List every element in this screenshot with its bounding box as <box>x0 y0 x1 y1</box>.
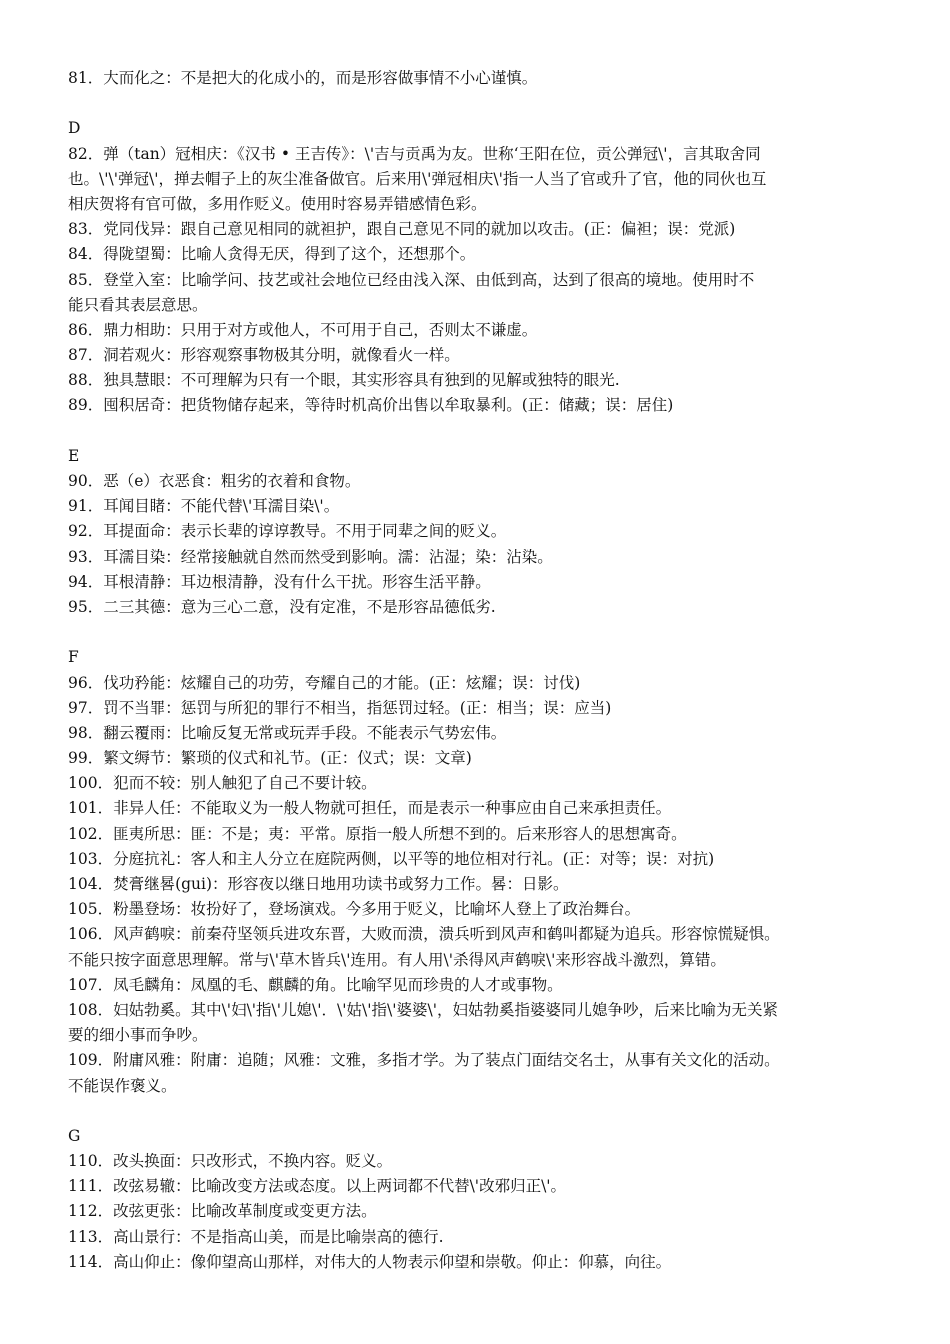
entry-line: 104．焚膏继晷(gui)：形容夜以继日地用功读书或努力工作。晷：日影。 <box>68 875 569 893</box>
entry-line: 89．囤积居奇：把货物储存起来，等待时机高价出售以牟取暴利。(正：储藏；误：居住) <box>68 396 674 415</box>
entry-line: 能只看其表层意思。 <box>68 295 208 314</box>
entry-line: 102．匪夷所思：匪：不是；夷：平常。原指一般人所想不到的。后来形容人的思想寓奇。 <box>68 824 687 843</box>
section-e <box>68 444 886 620</box>
section-d <box>68 116 886 418</box>
entry-line: 114．高山仰止：像仰望高山那样，对伟大的人物表示仰望和崇敬。仰止：仰慕，向往。 <box>68 1252 672 1271</box>
entry-line: 100．犯而不较：别人触犯了自己不要计较。 <box>68 774 377 793</box>
entry-line: 相庆贺将有官可做，多用作贬义。使用时容易弄错感情色彩。 <box>68 194 487 213</box>
entry-line: 99．繁文缛节：繁琐的仪式和礼节。(正：仪式；误：文章) <box>68 749 472 768</box>
document-page <box>68 66 886 1275</box>
entry-line: 108．妇姑勃奚。其中\'妇\'指\'儿媳\'．\'姑\'指\'婆婆\'，妇姑勃奚指婆婆同儿媳争吵，后来比喻为无关紧 <box>68 1000 778 1019</box>
section-f <box>68 645 886 1098</box>
section-g <box>68 1124 886 1275</box>
entry-line: 90．恶（e）衣恶食：粗劣的衣着和食物。 <box>68 472 361 490</box>
entry-line: 109．附庸风雅：附庸：追随；风雅：文雅，多指才学。为了装点门面结交名士，从事有关文化的活动。 <box>68 1051 780 1070</box>
section-letter-heading: G <box>68 1126 81 1145</box>
entry-line: 95．二三其德：意为三心二意，没有定准，不是形容品德低劣. <box>68 597 496 616</box>
entry-line: 86．鼎力相助：只用于对方或他人，不可用于自己，否则太不谦虚。 <box>68 320 538 339</box>
section-letter-heading: D <box>68 119 81 138</box>
entry-line: 要的细小事而争吵。 <box>68 1026 208 1045</box>
entry-line: 105．粉墨登场：妆扮好了，登场演戏。今多用于贬义，比喻坏人登上了政治舞台。 <box>68 900 641 919</box>
section-letter-heading: F <box>68 648 79 667</box>
entry-line: 81．大而化之：不是把大的化成小的，而是形容做事情不小心谨慎。 <box>68 69 538 87</box>
entry-line: 106．风声鹤唳：前秦苻坚领兵进攻东晋，大败而溃，溃兵听到风声和鹤叫都疑为追兵。形容惊慌疑惧。 <box>68 925 780 944</box>
entry-group <box>68 66 886 91</box>
entry-line: 也。\'\'弹冠\'，掸去帽子上的灰尘准备做官。后来用\'弹冠相庆\'指一人当了官或升了官，他的同伙也互 <box>68 169 767 188</box>
entry-line: 112．改弦更张：比喻改革制度或变更方法。 <box>68 1202 377 1221</box>
entry-line: 111．改弦易辙：比喻改变方法或态度。以上两词都不代替\'改邪归正\'。 <box>68 1177 567 1196</box>
entry-line: 101．非异人任：不能取义为一般人物就可担任，而是表示一种事应由自己来承担责任。 <box>68 799 672 818</box>
entry-line: 97．罚不当罪：惩罚与所犯的罪行不相当，指惩罚过轻。(正：相当；误：应当) <box>68 698 612 717</box>
entry-line: 110．改头换面：只改形式，不换内容。贬义。 <box>68 1152 393 1171</box>
entry-line: 91．耳闻目睹：不能代替\'耳濡目染\'。 <box>68 497 340 516</box>
entry-line: 113．高山景行：不是指高山美，而是比喻崇高的德行. <box>68 1227 444 1246</box>
entry-line: 107．凤毛麟角：凤凰的毛、麒麟的角。比喻罕见而珍贵的人才或事物。 <box>68 975 563 994</box>
entry-line: 94．耳根清静：耳边根清静，没有什么干扰。形容生活平静。 <box>68 572 491 591</box>
entry-line: 不能只按字面意思理解。常与\'草木皆兵\'连用。有人用\'杀得风声鹤唳\'来形容战斗激烈，算错。 <box>68 950 726 969</box>
entry-line: 96．伐功矜能：炫耀自己的功劳，夸耀自己的才能。(正：炫耀；误：讨伐) <box>68 673 581 692</box>
entry-line: 92．耳提面命：表示长辈的谆谆教导。不用于同辈之间的贬义。 <box>68 522 507 541</box>
entry-line: 83．党同伐异：跟自己意见相同的就袒护，跟自己意见不同的就加以攻击。(正：偏袒；误：党派) <box>68 220 736 239</box>
entry-line: 84．得陇望蜀：比喻人贪得无厌，得到了这个，还想那个。 <box>68 245 476 264</box>
entry-line: 88．独具慧眼：不可理解为只有一个眼，其实形容具有独到的见解或独特的眼光. <box>68 371 620 390</box>
entry-line: 98．翻云覆雨：比喻反复无常或玩弄手段。不能表示气势宏伟。 <box>68 723 507 742</box>
entry-line: 103．分庭抗礼：客人和主人分立在庭院两侧，以平等的地位相对行礼。(正：对等；误：对抗) <box>68 849 715 868</box>
section-letter-heading: E <box>68 446 80 465</box>
entry-line: 87．洞若观火：形容观察事物极其分明，就像看火一样。 <box>68 346 460 365</box>
entry-line: 93．耳濡目染：经常接触就自然而然受到影响。濡：沾湿；染：沾染。 <box>68 547 553 566</box>
entry-line: 不能误作褒义。 <box>68 1076 177 1095</box>
entry-line: 85．登堂入室：比喻学问、技艺或社会地位已经由浅入深、由低到高，达到了很高的境地。使用时不 <box>68 270 755 289</box>
entry-line: 82．弹（tan）冠相庆：《汉书 • 王吉传》：\'吉与贡禹为友。世称‘王阳在位，贡公弹冠\'，言其取舍同 <box>68 144 761 163</box>
